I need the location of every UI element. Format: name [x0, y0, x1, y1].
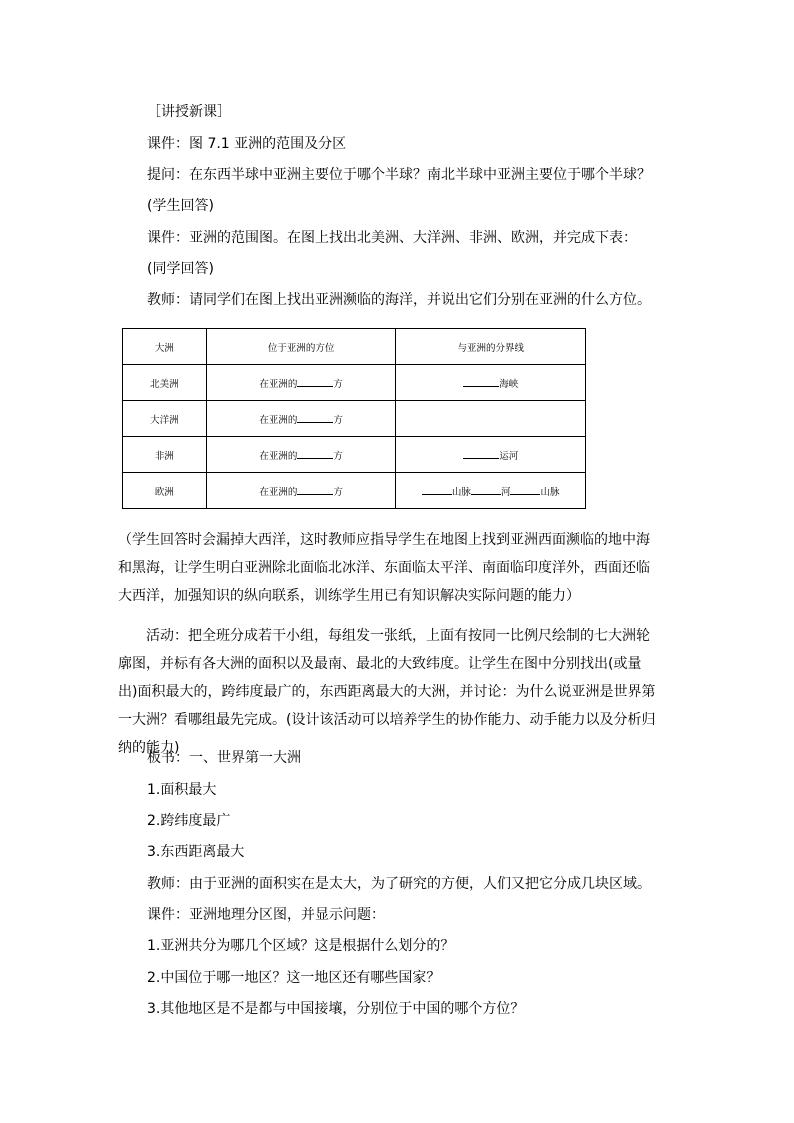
table-row — [123, 437, 586, 473]
border-cell — [396, 401, 586, 437]
question-item: 2.中国位于哪一地区？这一地区还有哪些国家？ — [147, 970, 441, 986]
fill-blank[interactable] — [471, 484, 501, 495]
student-answer-line: (学生回答) — [147, 198, 214, 214]
question-item: 1.亚洲共分为哪几个区域？这是根据什么划分的？ — [147, 938, 455, 954]
question-item: 3.其他地区是不是都与中国接壤，分别位于中国的哪个方位？ — [147, 1001, 525, 1017]
activity-paragraph: 活动：把全班分成若干小组，每组发一张纸，上面有按同一比例尺绘制的七大洲轮廓图，并标有各大洲的面积以及最南、最北的大致纬度。让学生在图中分别找出(或量出)面积最大的，跨纬度最广的，东西距离最大的大洲，并讨论：为什么说亚洲是世界第一大洲？看哪组最先完成。(设计该活动可以培养学生的协作能力、动手能力以及分析归纳的能力) — [118, 628, 656, 756]
border-cell: 运河 — [396, 437, 586, 473]
position-cell: 在亚洲的 方 — [206, 401, 396, 437]
table-row — [123, 401, 586, 437]
board-item: 1.面积最大 — [147, 782, 217, 798]
table-header: 大洲 — [123, 329, 207, 365]
question-line: 提问：在东西半球中亚洲主要位于哪个半球？南北半球中亚洲主要位于哪个半球？ — [147, 167, 651, 183]
table-row — [123, 365, 586, 401]
classmate-answer-line: (同学回答) — [147, 261, 214, 277]
table-header: 位于亚洲的方位 — [206, 329, 396, 365]
teacher-line: 教师：由于亚洲的面积实在是太大，为了研究的方便，人们又把它分成几块区域。 — [147, 876, 651, 892]
continent-cell: 非洲 — [123, 437, 207, 473]
board-item: 3.东西距离最大 — [147, 844, 245, 860]
fill-blank[interactable] — [297, 412, 333, 423]
board-item: 2.跨纬度最广 — [147, 813, 231, 829]
table-row — [123, 473, 586, 509]
continent-cell: 大洋洲 — [123, 401, 207, 437]
table-header: 与亚洲的分界线 — [396, 329, 586, 365]
position-cell: 在亚洲的 方 — [206, 473, 396, 509]
fill-blank[interactable] — [463, 448, 499, 459]
continent-table — [122, 328, 586, 509]
border-cell: 海峡 — [396, 365, 586, 401]
section-heading: ［讲授新课］ — [147, 104, 231, 120]
teacher-line: 教师：请同学们在图上找出亚洲濒临的海洋，并说出它们分别在亚洲的什么方位。 — [147, 292, 651, 308]
board-title: 板书：一、世界第一大洲 — [147, 750, 301, 766]
table-header-row — [123, 329, 586, 365]
courseware-line: 课件：亚洲地理分区图，并显示问题： — [147, 907, 385, 923]
fill-blank[interactable] — [463, 376, 499, 387]
fill-blank[interactable] — [510, 484, 540, 495]
fill-blank[interactable] — [297, 484, 333, 495]
student-answer-note: （学生回答时会漏掉大西洋，这时教师应指导学生在地图上找到亚洲西面濒临的地中海和黑海，让学生明白亚洲除北面临北冰洋、东面临太平洋、南面临印度洋外，西面还临大西洋，加强知识的纵向联系，训练学生用已有知识解决实际问题的能力） — [118, 532, 650, 604]
fill-blank[interactable] — [297, 448, 333, 459]
position-cell: 在亚洲的 方 — [206, 365, 396, 401]
courseware-range-line: 课件：亚洲的范围图。在图上找出北美洲、大洋洲、非洲、欧洲，并完成下表： — [147, 230, 637, 246]
courseware-line: 课件：图 7.1 亚洲的范围及分区 — [147, 136, 347, 152]
continent-cell: 北美洲 — [123, 365, 207, 401]
border-cell: 山脉 河 山脉 — [396, 473, 586, 509]
fill-blank[interactable] — [297, 376, 333, 387]
continent-cell: 欧洲 — [123, 473, 207, 509]
fill-blank[interactable] — [422, 484, 452, 495]
position-cell: 在亚洲的 方 — [206, 437, 396, 473]
